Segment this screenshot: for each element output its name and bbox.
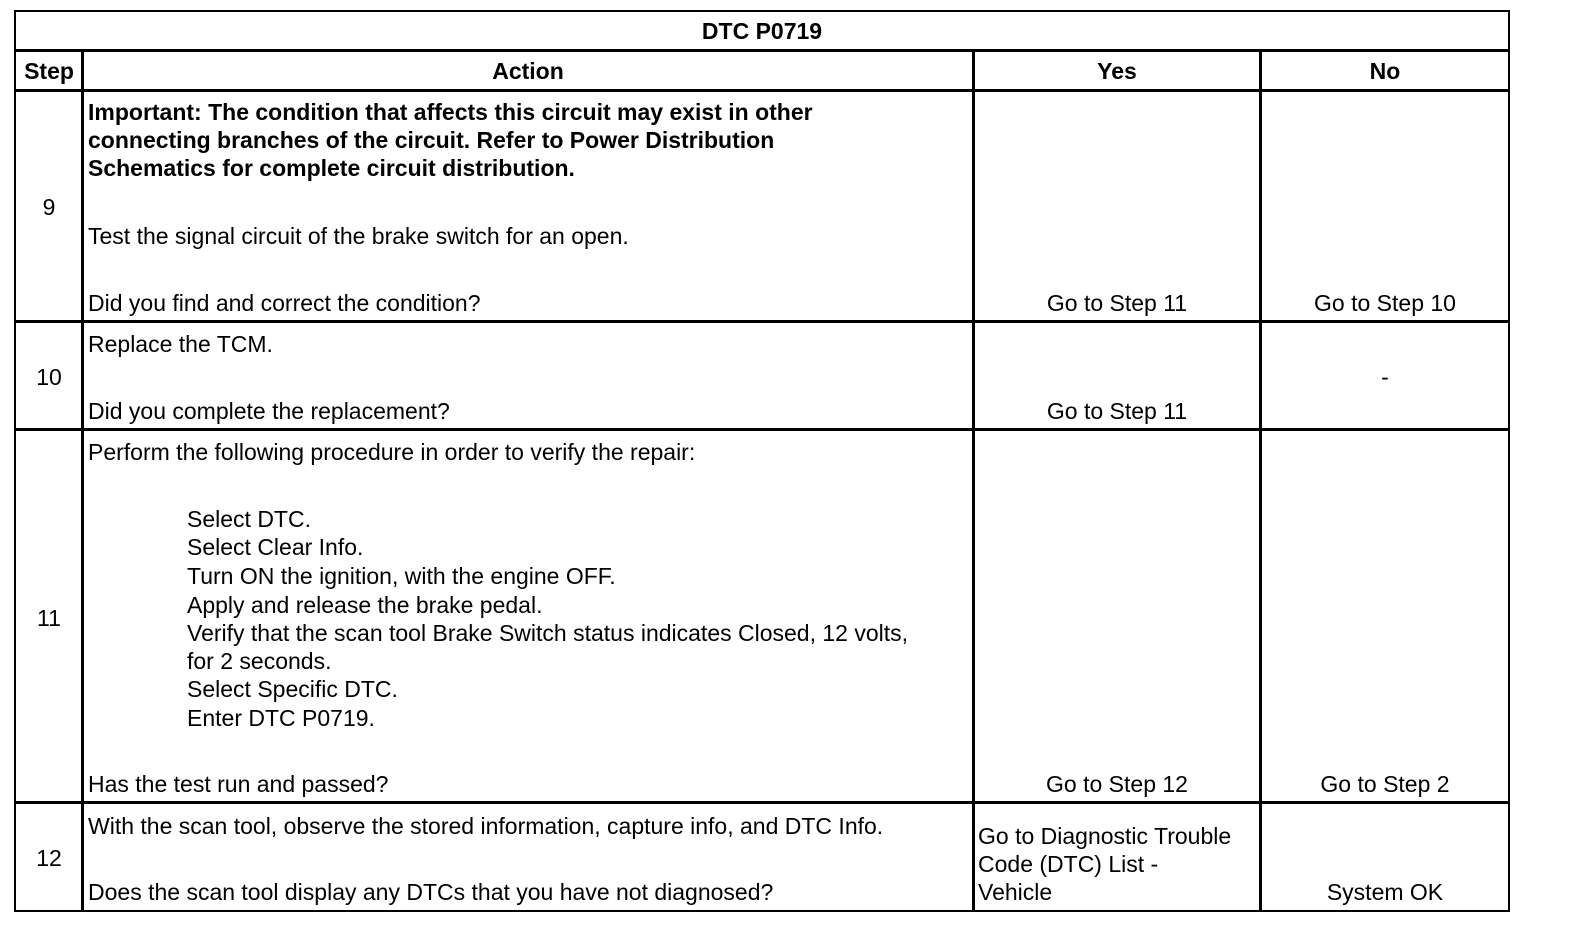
action-question: Did you complete the replacement? (88, 398, 450, 424)
row-divider (16, 428, 1508, 431)
dtc-table (14, 10, 1510, 912)
step-number: 10 (36, 364, 62, 390)
procedure-step: Select Clear Info. (187, 534, 364, 560)
procedure-step: Enter DTC P0719. (187, 705, 375, 731)
no-result: - (1381, 364, 1389, 390)
yes-result-line: Vehicle (978, 879, 1053, 905)
row-divider (16, 320, 1508, 323)
important-note-line: Schematics for complete circuit distribution. (88, 155, 575, 181)
procedure-step: for 2 seconds. (187, 648, 332, 674)
row-divider (16, 49, 1508, 52)
procedure-step: Select Specific DTC. (187, 676, 398, 702)
procedure-step: Turn ON the ignition, with the engine OFF. (187, 563, 616, 589)
header-step: Step (24, 58, 74, 84)
header-yes: Yes (1097, 58, 1137, 84)
action-question: Did you find and correct the condition? (88, 290, 481, 316)
yes-result: Go to Step 11 (1046, 290, 1188, 316)
column-divider (81, 50, 84, 910)
yes-result: Go to Step 12 (1046, 771, 1188, 797)
yes-result-line: Go to Diagnostic Trouble (978, 823, 1232, 849)
important-note-line: connecting branches of the circuit. Refer to Power Distribution (88, 127, 775, 153)
action-question: Does the scan tool display any DTCs that you have not diagnosed? (88, 879, 774, 905)
no-result: Go to Step 10 (1314, 290, 1456, 316)
action-instruction: With the scan tool, observe the stored information, capture info, and DTC Info. (88, 813, 884, 839)
yes-result-line: Code (DTC) List - (978, 851, 1159, 877)
header-action: Action (492, 58, 564, 84)
yes-result: Go to Step 11 (1046, 398, 1188, 424)
procedure-step: Verify that the scan tool Brake Switch status indicates Closed, 12 volts, (187, 620, 909, 646)
action-question: Has the test run and passed? (88, 771, 389, 797)
no-result: System OK (1326, 879, 1444, 905)
action-instruction: Test the signal circuit of the brake switch for an open. (88, 223, 629, 249)
step-number: 12 (36, 845, 62, 871)
row-divider (16, 801, 1508, 804)
step-number: 11 (37, 605, 61, 631)
no-result: Go to Step 2 (1320, 771, 1450, 797)
row-divider (16, 89, 1508, 92)
table-title: DTC P0719 (701, 18, 823, 44)
important-note-line: Important: The condition that affects this circuit may exist in other (88, 99, 813, 125)
procedure-step: Select DTC. (187, 506, 311, 532)
step-number: 9 (42, 194, 56, 220)
procedure-step: Apply and release the brake pedal. (187, 592, 543, 618)
header-no: No (1369, 58, 1401, 84)
action-instruction: Perform the following procedure in order to verify the repair: (88, 439, 696, 465)
action-instruction: Replace the TCM. (88, 331, 273, 357)
